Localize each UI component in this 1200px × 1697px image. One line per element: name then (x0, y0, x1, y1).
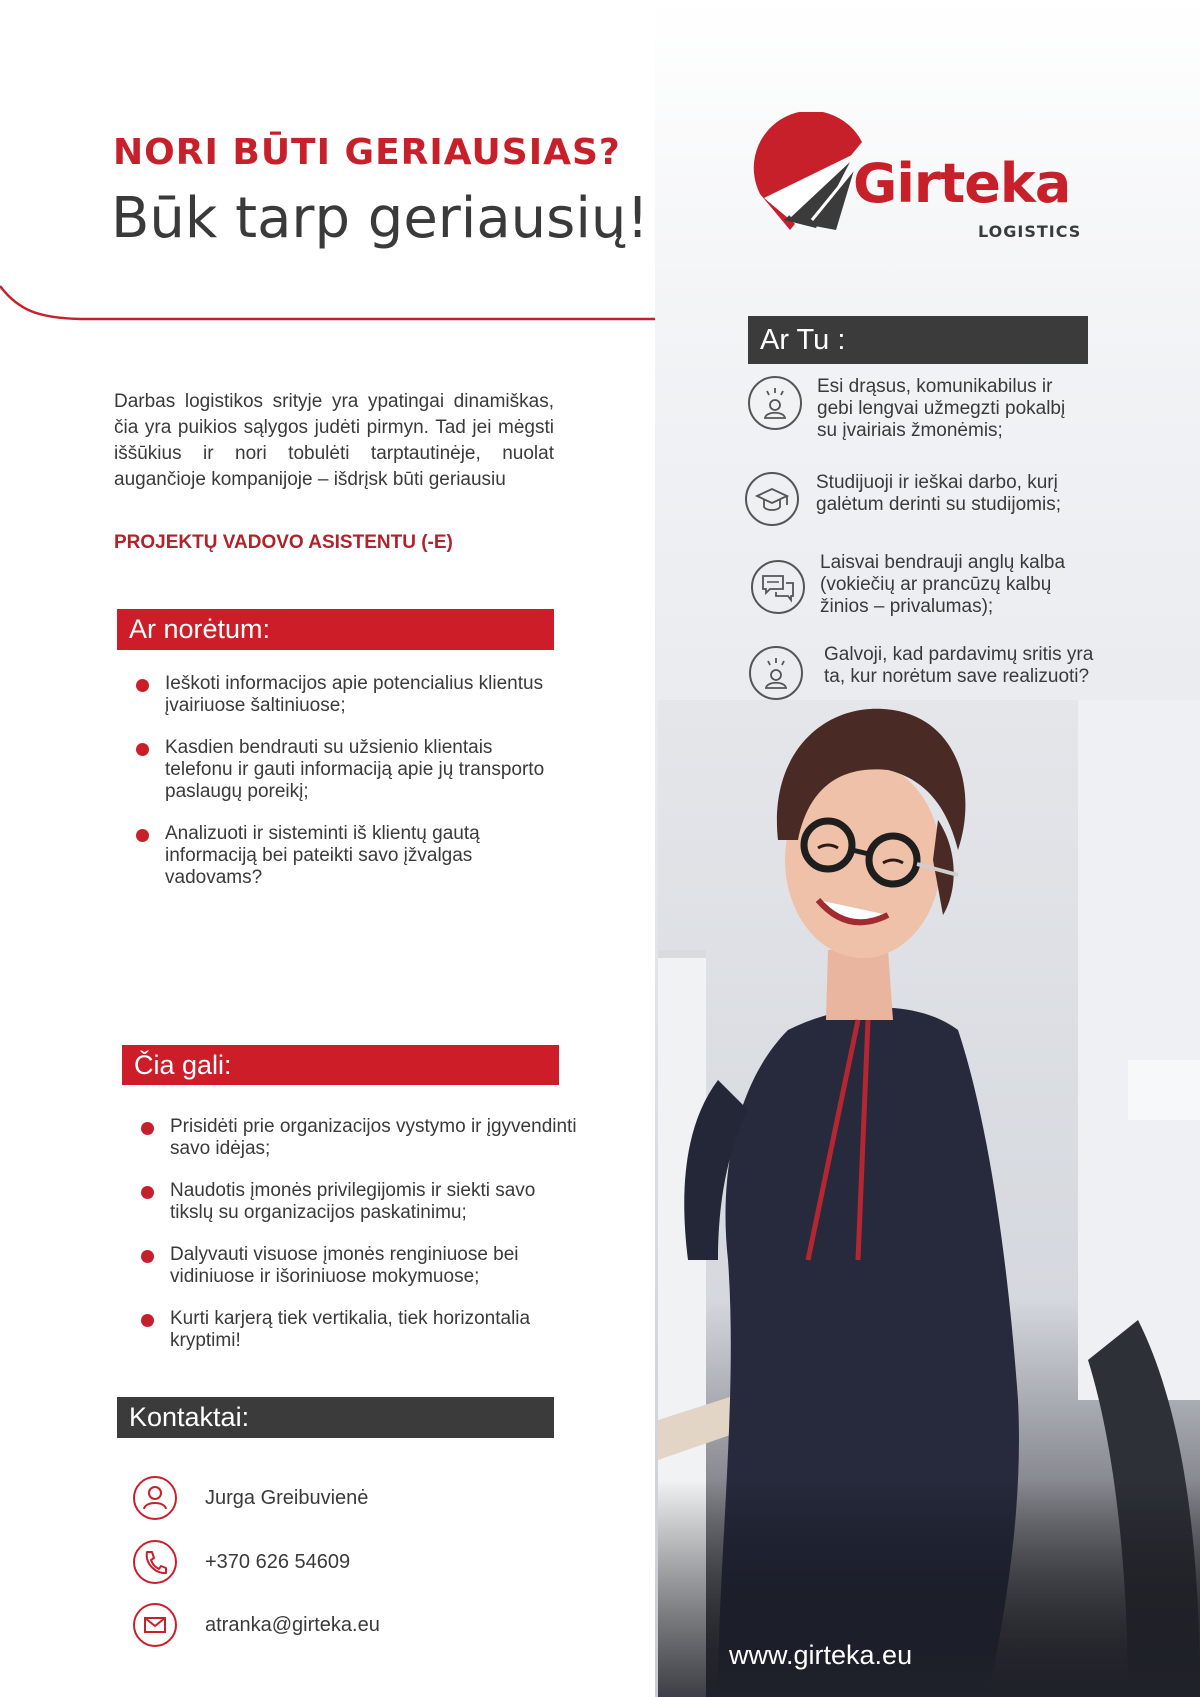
ar-noretum-list (134, 673, 554, 909)
chat-bubbles-icon (751, 560, 805, 614)
contact-email[interactable]: atranka@girteka.eu (205, 1614, 380, 1636)
website-link[interactable]: www.girteka.eu (729, 1640, 913, 1670)
position-title: PROJEKTŲ VADOVO ASISTENTU (-E) (114, 532, 453, 553)
company-logo (750, 112, 1090, 247)
header-curve-divider (0, 262, 660, 322)
contact-email-row (133, 1603, 533, 1653)
phone-icon (133, 1540, 177, 1584)
contact-phone-row (133, 1540, 533, 1590)
woman-at-desk-photo (658, 700, 1200, 1697)
intro-paragraph: Darbas logistikos srityje yra ypatingai dinamiškas, čia yra puikios sąlygos judėti pirmyn. Tad jei mėgsti iššūkius ir nori tobulėti tarptautinėje, nuolat augančioje kompanijoje – išdrįsk būti geriausiu (114, 391, 554, 490)
graduation-cap-icon (745, 472, 799, 526)
headline-primary: NORI BŪTI GERIAUSIAS? (113, 132, 621, 173)
section-header-ar-tu: Ar Tu : (748, 316, 1088, 364)
headline-secondary: Būk tarp geriausių! (111, 186, 649, 251)
section-header-ar-noretum: Ar norėtum: (117, 609, 554, 650)
logo-mark-icon (750, 112, 870, 237)
contact-phone[interactable]: +370 626 54609 (205, 1551, 351, 1573)
bullet-dot-icon (141, 1186, 154, 1199)
bullet-dot-icon (141, 1122, 154, 1135)
person-icon (133, 1476, 177, 1520)
person-idea-icon (749, 646, 803, 700)
person-idea-icon (748, 376, 802, 430)
bullet-dot-icon (136, 679, 149, 692)
cia-gali-list (139, 1116, 579, 1372)
contact-name-row (133, 1476, 533, 1526)
list-item: Naudotis įmonės privilegijomis ir siekti savo tikslų su organizacijos paskatinimu; (139, 1180, 579, 1224)
section-header-kontaktai: Kontaktai: (117, 1397, 554, 1438)
envelope-icon (133, 1603, 177, 1647)
list-item: Ieškoti informacijos apie potencialius klientus įvairiuose šaltiniuose; (134, 673, 554, 717)
bullet-dot-icon (136, 743, 149, 756)
list-item: Dalyvauti visuose įmonės renginiuose bei vidiniuose ir išoriniuose mokymuose; (139, 1244, 579, 1288)
list-item: Analizuoti ir sisteminti iš klientų gautą informaciją bei pateikti savo įžvalgas vadovams? (134, 823, 554, 889)
section-header-cia-gali: Čia gali: (122, 1045, 559, 1085)
bullet-dot-icon (136, 829, 149, 842)
bullet-dot-icon (141, 1250, 154, 1263)
list-item: Kasdien bendrauti su užsienio klientais telefonu ir gauti informaciją apie jų transporto paslaugų poreikį; (134, 737, 554, 803)
logo-sub-text: LOGISTICS (978, 222, 1082, 241)
logo-brand-text: Girteka (853, 152, 1071, 215)
list-item: Prisidėti prie organizacijos vystymo ir įgyvendinti savo idėjas; (139, 1116, 579, 1160)
list-item: Kurti karjerą tiek vertikalia, tiek horizontalia kryptimi! (139, 1308, 579, 1352)
contact-name: Jurga Greibuvienė (205, 1487, 369, 1509)
bullet-dot-icon (141, 1314, 154, 1327)
